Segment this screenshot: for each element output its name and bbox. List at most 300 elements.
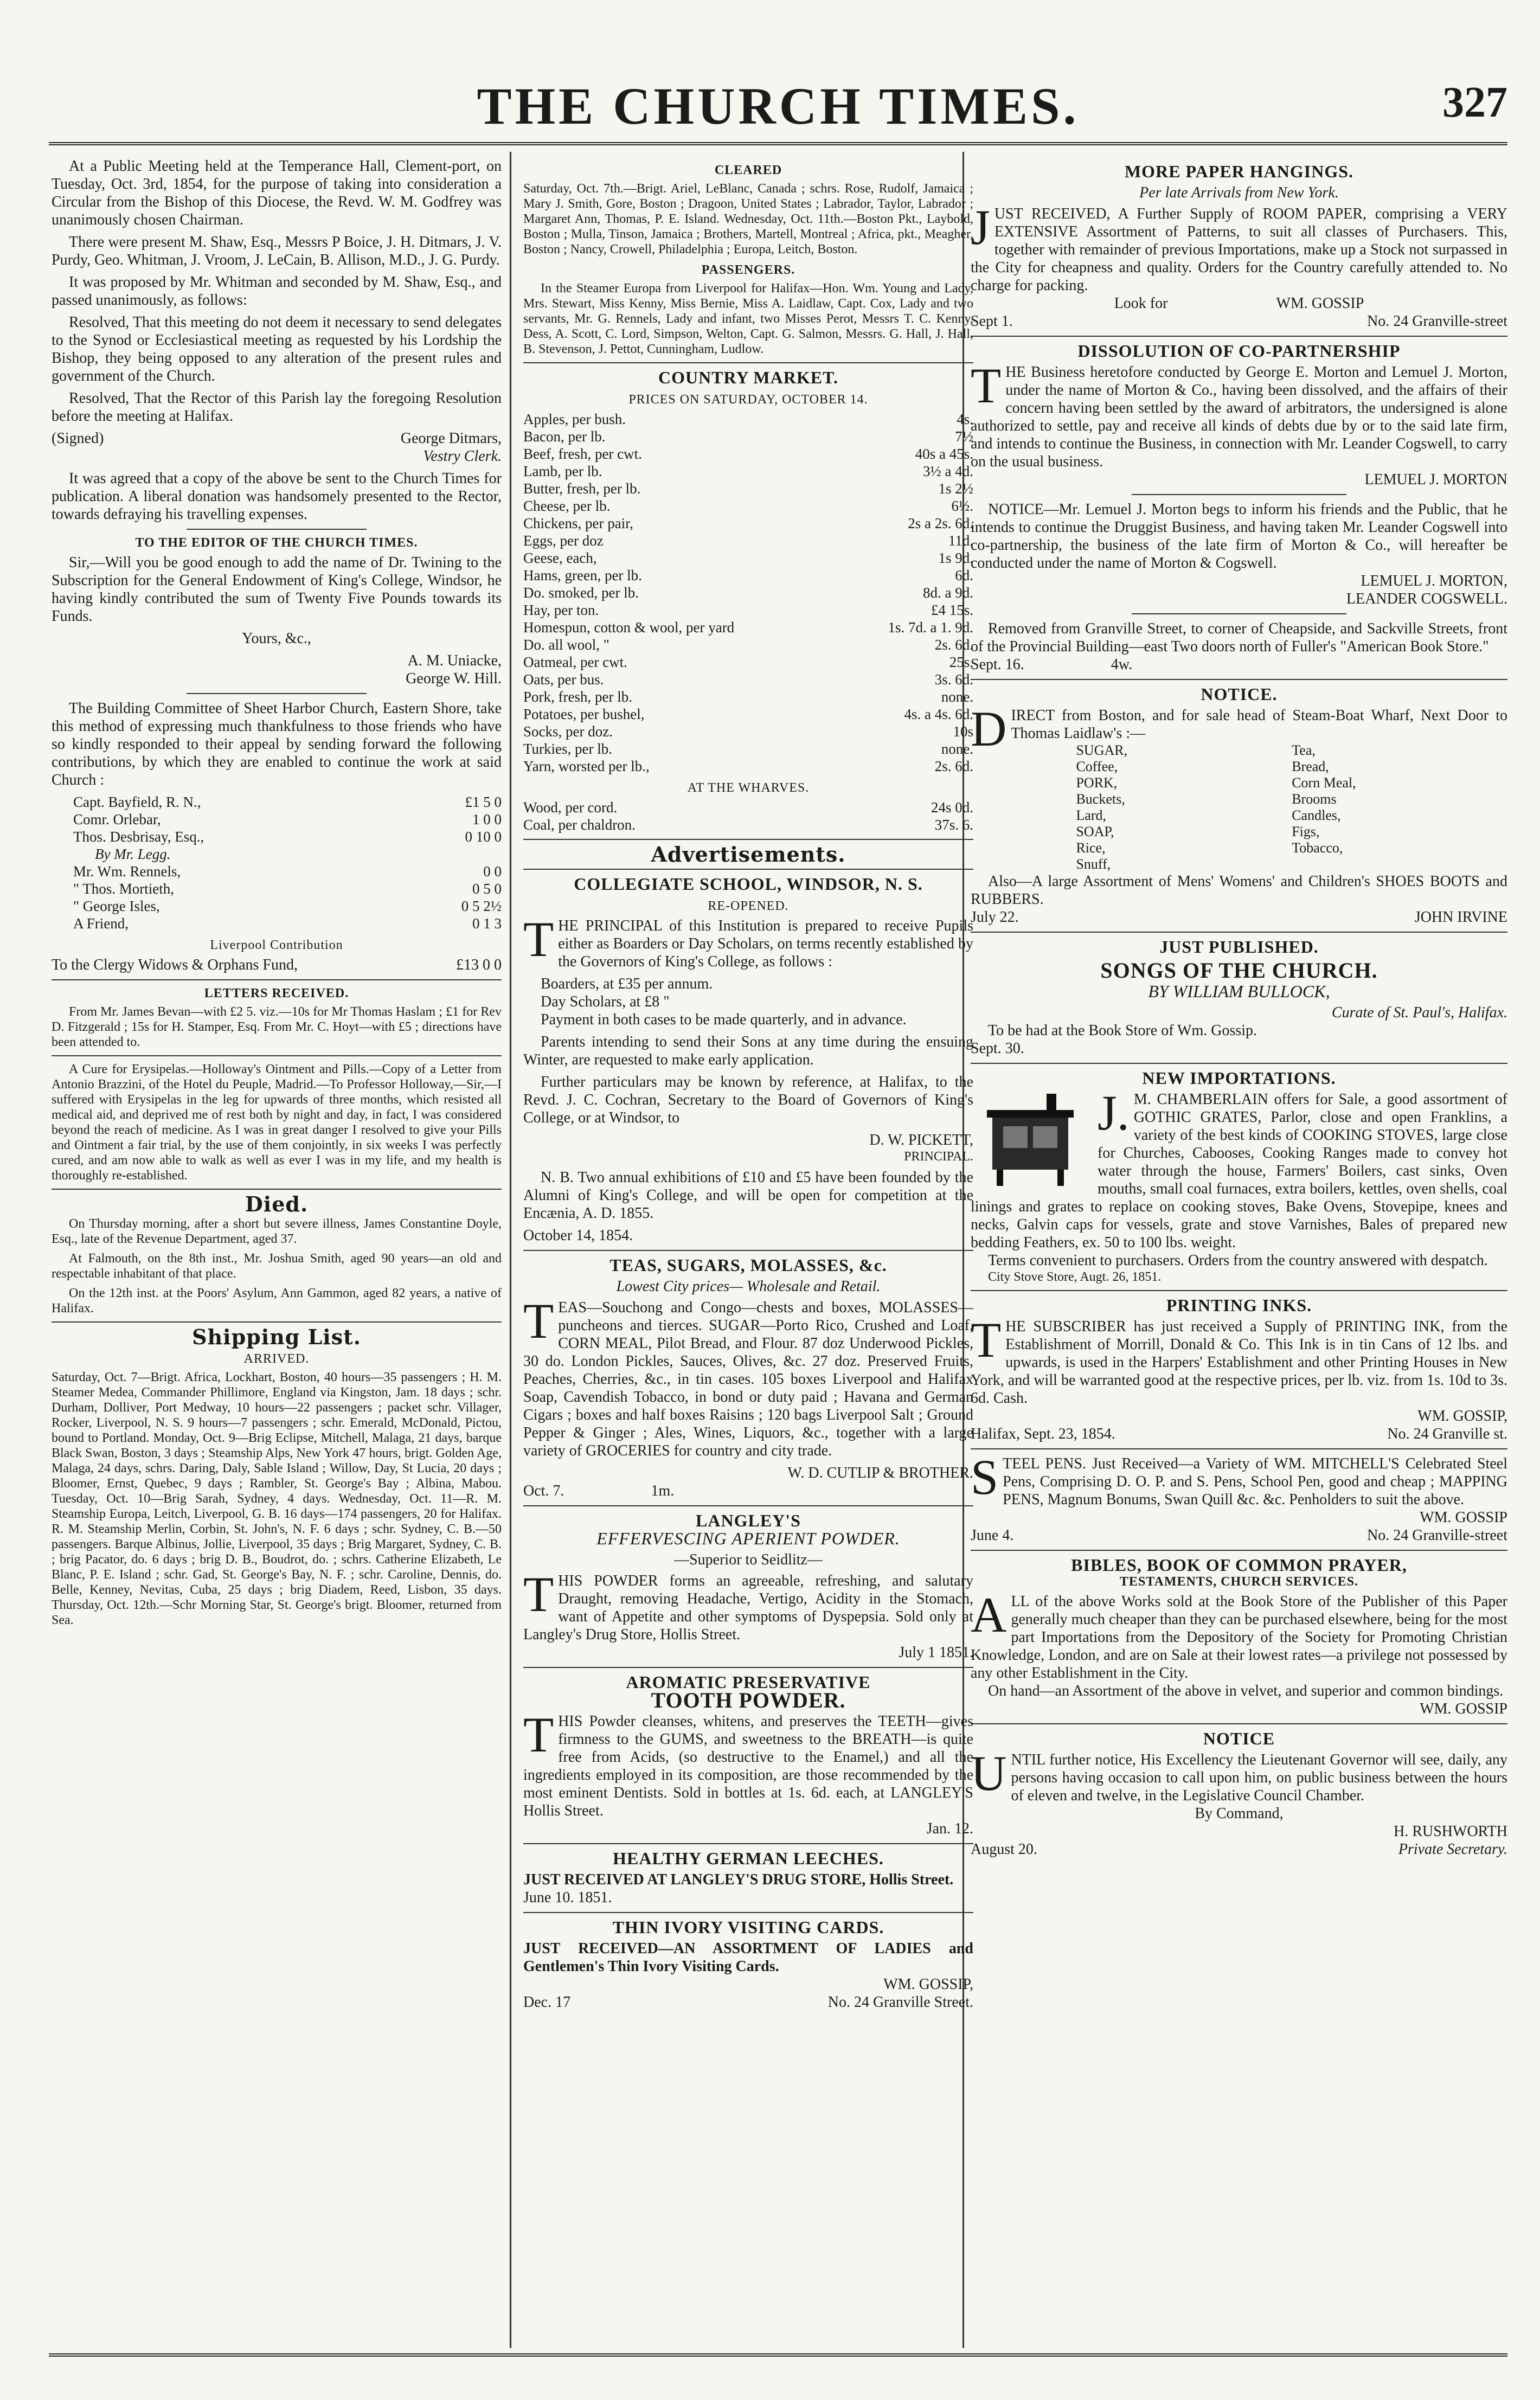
- table-row: [523, 584, 973, 601]
- tooth-date: Jan. 12.: [926, 1820, 973, 1837]
- cards-heading: THIN IVORY VISITING CARDS.: [612, 1917, 884, 1937]
- market-table: [523, 410, 973, 775]
- table-row: [52, 828, 502, 845]
- item-price: 2s a 2s. 6d.: [908, 515, 973, 531]
- table-row: [523, 601, 973, 619]
- divider: [971, 1550, 1507, 1551]
- item-price: none.: [941, 741, 973, 757]
- table-row: [523, 619, 973, 636]
- contributor: Comr. Orlebar,: [73, 811, 161, 827]
- item-name: Socks, per doz.: [523, 723, 613, 740]
- divider: [523, 1912, 973, 1913]
- editor-closing: Yours, &c.,: [242, 630, 311, 647]
- wharves-table: [523, 799, 973, 833]
- leeches-body: JUST RECEIVED AT LANGLEY'S DRUG STORE, Hollis Street.: [523, 1871, 954, 1888]
- editor-sig1: A. M. Uniacke,: [407, 652, 502, 669]
- item-price: 3s. 6d.: [934, 671, 973, 688]
- table-row: [523, 799, 973, 816]
- table-row: [523, 653, 973, 671]
- governor-notice: [971, 1730, 1507, 1858]
- table-row: [523, 480, 973, 497]
- item-name: Oatmeal, per cwt.: [523, 654, 627, 670]
- bibles-sig: WM. GOSSIP: [1420, 1700, 1507, 1717]
- collegiate-p5: Parents intending to send their Sons at any time during the ensuing Winter, are requested to make early application.: [523, 1034, 973, 1068]
- divider: [971, 1063, 1507, 1064]
- item-name: Potatoes, per bushel,: [523, 706, 645, 722]
- died-p3: On the 12th inst. at the Poors' Asylum, Ann Gammon, aged 82 years, a native of Halifax.: [52, 1286, 502, 1315]
- songs-author-title: Curate of St. Paul's, Halifax.: [1331, 1004, 1507, 1021]
- paper-hangings-advert: [971, 163, 1507, 330]
- divider: [523, 869, 973, 870]
- signer-title: Vestry Clerk.: [423, 448, 502, 465]
- goods-list: [1011, 742, 1507, 872]
- meeting-notice: [52, 157, 502, 523]
- notice2-sig: H. RUSHWORTH: [1394, 1823, 1507, 1840]
- teas-subheading: Lowest City prices— Wholesale and Retail.: [616, 1278, 881, 1295]
- building-committee: [52, 700, 502, 974]
- dissolution-sig1: LEMUEL J. MORTON,: [1361, 573, 1507, 589]
- dissolution-notice: NOTICE—Mr. Lemuel J. Morton begs to inform his friends and the Public, that he intends to continue the Druggist Business, and having taken Mr. Leander Cogswell into co-partnership, the business of the late firm of Morton & Co., will hereafter be conducted under the name of Morton & Cogswell.: [971, 501, 1507, 572]
- shipping-list: [52, 1325, 502, 1628]
- item-price: 2s. 6d.: [934, 637, 973, 653]
- dissolution-sig: LEMUEL J. MORTON: [1364, 471, 1507, 488]
- pens-address: No. 24 Granville-street: [1367, 1527, 1507, 1544]
- item-price: none.: [941, 689, 973, 705]
- list-item: Candles,: [1292, 807, 1341, 823]
- masthead-rule: [49, 142, 1507, 145]
- list-item: Corn Meal,: [1292, 775, 1356, 791]
- erysipelas-advert: A Cure for Erysipelas.—Holloway's Ointment and Pills.—Copy of a Letter from Antonio Brazzini, of the Hotel du Peuple, Madrid.—To Professor Holloway,—Sir,—I suffered with Erysipelas in the leg for upwards of three months, which resisted all medical aid, and deprived me of rest both by night and day, in fact, I was considered beyond the reach of medicine. As I was in great danger I resolved to give your Pills and Ointment a fair trial, by the use of them conjointly, in six weeks I was perfectly cured, and am now able to walk as well as ever I was in my life, and my health is thoroughly re-established.: [52, 1062, 502, 1183]
- amount: 1 0 0: [472, 811, 502, 827]
- stove-illustration: [971, 1094, 1090, 1191]
- collegiate-sig-title: PRINCIPAL.: [904, 1150, 973, 1164]
- list-item: Figs,: [1292, 824, 1320, 839]
- page-number: 327: [1442, 79, 1507, 126]
- notice1-sig: JOHN IRVINE: [1414, 909, 1507, 926]
- teas-advert: [523, 1256, 973, 1500]
- amount: [409, 845, 502, 863]
- contributor: " Thos. Mortieth,: [73, 881, 175, 897]
- item-name: Do. smoked, per lb.: [523, 585, 639, 601]
- list-item: Buckets,: [1076, 791, 1125, 807]
- stove-pipe: [1047, 1094, 1056, 1111]
- divider: [971, 1723, 1507, 1724]
- steel-pens-advert: [971, 1449, 1507, 1544]
- wharves-heading: AT THE WHARVES.: [687, 781, 810, 795]
- table-row: [52, 845, 502, 863]
- table-row: [523, 532, 973, 549]
- songs-date: Sept. 30.: [971, 1040, 1024, 1057]
- table-row: [523, 549, 973, 567]
- table-row: [523, 758, 973, 775]
- inks-date: Halifax, Sept. 23, 1854.: [971, 1426, 1115, 1442]
- langley-body: THIS POWDER forms an agreeable, refreshing, and salutary Draught, removing Headache, Vertigo, Acidity in the Stomach, want of Appetite and other symptoms of Dyspepsia. Sold only at Langley's Drug Store, Hollis Street.: [523, 1567, 973, 1643]
- stove-door-right: [1033, 1126, 1057, 1148]
- songs-heading: JUST PUBLISHED.: [1159, 937, 1319, 957]
- table-row: [523, 515, 973, 532]
- meeting-p1: At a Public Meeting held at the Temperance Hall, Clement-port, on Tuesday, Oct. 3rd, 1854, for the purpose of taking into consideration a Circular from the Bishop of this Diocese, the Revd. W. M. Godfrey was unanimously chosen Chairman.: [52, 158, 502, 228]
- divider: [971, 932, 1507, 933]
- item-price: £4 15s.: [931, 602, 973, 618]
- divider: [52, 1055, 502, 1056]
- notice1-heading: NOTICE.: [1201, 684, 1278, 704]
- divider: [971, 1290, 1507, 1291]
- item-price: 6d.: [955, 567, 973, 583]
- notice2-sig-title: Private Secretary.: [1398, 1841, 1507, 1858]
- pens-sig: WM. GOSSIP: [1420, 1509, 1507, 1526]
- column-1: [52, 157, 502, 2348]
- inks-address: No. 24 Granville st.: [1387, 1426, 1507, 1442]
- stove-leg: [1057, 1170, 1064, 1186]
- paper-look: [971, 294, 1507, 312]
- market-heading: COUNTRY MARKET.: [658, 368, 839, 387]
- dissolution-removed: Removed from Granville Street, to corner of Cheapside, and Sackville Streets, front of the Provincial Building—east Two doors north of Fuller's "American Book Store.": [971, 620, 1507, 655]
- songs-author: BY WILLIAM BULLOCK,: [1148, 981, 1330, 1001]
- teas-sig: W. D. CUTLIP & BROTHER.: [787, 1465, 973, 1481]
- meeting-p6: It was agreed that a copy of the above be sent to the Church Times for publication. A liberal donation was handsomely presented to the Rector, towards defraying his travelling expenses.: [52, 470, 502, 523]
- item-name: Hay, per ton.: [523, 602, 599, 618]
- table-row: [523, 463, 973, 480]
- teas-body: TEAS—Souchong and Congo—chests and boxes, MOLASSES—puncheons and tierces. SUGAR—Porto Rico, Crushed and Loaf, CORN MEAL, Pilot Bread, and Flour. 87 doz Underwood Pickles, 30 do. London Pickles, Sauces, Olives, &c. 27 doz. Preserved Fruits, Peaches, Cherries, &c., in tin cases. 105 boxes Liverpool and Halifax Soap, Cavendish Tobacco, in bond or duty paid ; Havana and German Cigars ; boxes and half boxes Raisins ; 120 bags Liverpool Salt ; Ground Pepper & Ginger ; Ales, Wines, Liquors, &c., together with a large variety of GROCERIES for country and city trade.: [523, 1293, 973, 1459]
- paper-footer: [971, 312, 1507, 330]
- item-name: Oats, per bus.: [523, 671, 604, 688]
- signer-name: George Ditmars,: [400, 430, 502, 447]
- cleared-body: Saturday, Oct. 7th.—Brigt. Ariel, LeBlanc, Canada ; schrs. Rose, Rudolf, Jamaica ; Mary J. Smith, Gore, Boston ; Dragoon, United States ; Labrador, Taylor, Labrador ; Margaret Ann, Thomas, P. E. Island. Wednesday, Oct. 11th.—Boston Pkt., Laybold, Boston ; Mulla, Tinson, Jamaica ; Brothers, Martell, Montreal ; Africa, pkt., Meagher, Boston ; Nancy, Crowell, Philadelphia ; Europa, Leitch, Boston.: [523, 182, 973, 256]
- printing-inks-advert: [971, 1297, 1507, 1443]
- divider: [523, 1843, 973, 1844]
- teas-duration: 1m.: [651, 1483, 675, 1499]
- divider: [971, 1448, 1507, 1449]
- passengers-section: [523, 262, 973, 357]
- list-item: Rice,: [1076, 840, 1106, 856]
- notice2-by: By Command,: [1195, 1805, 1284, 1822]
- divider: [523, 839, 973, 840]
- newspaper-title: THE CHURCH TIMES.: [477, 77, 1080, 135]
- inks-sig: WM. GOSSIP,: [1417, 1408, 1507, 1424]
- amount: 0 10 0: [465, 829, 502, 845]
- cards-advert: [523, 1918, 973, 2011]
- langley-date: July 1 1851.: [899, 1644, 973, 1661]
- item-name: Homespun, cotton & wool, per yard: [523, 619, 735, 636]
- item-price: 1s 9d.: [938, 550, 973, 566]
- leeches-date: June 10. 1851.: [523, 1889, 612, 1906]
- editor-body: Sir,—Will you be good enough to add the name of Dr. Twining to the Subscription for the General Endowment of King's College, Windsor, he having kindly contributed the sum of Twenty Five Pounds towards its Funds.: [52, 554, 502, 625]
- divider: [971, 336, 1507, 337]
- imports-heading: NEW IMPORTATIONS.: [1142, 1068, 1336, 1088]
- table-row: [523, 410, 973, 428]
- item-price: 10s: [953, 723, 973, 740]
- item-name: Wood, per cord.: [523, 799, 618, 816]
- masthead: [49, 76, 1507, 141]
- dissolution-duration: 4w.: [1111, 656, 1133, 673]
- divider: [523, 1250, 973, 1251]
- tooth-advert: [523, 1673, 973, 1838]
- item-price: 1s 2½: [938, 480, 973, 497]
- table-row: [523, 723, 973, 740]
- dissolution-date: Sept. 16.: [971, 656, 1024, 673]
- collegiate-heading: COLLEGIATE SCHOOL, WINDSOR, N. S.: [574, 874, 923, 894]
- item-name: Apples, per bush.: [523, 411, 626, 427]
- meeting-p5: Resolved, That the Rector of this Parish lay the foregoing Resolution before the meeting at Halifax.: [52, 390, 502, 425]
- item-price: 11d.: [948, 532, 973, 549]
- item-name: Bacon, per lb.: [523, 428, 606, 445]
- item-price: 7½: [955, 428, 973, 445]
- item-name: Do. all wool, ": [523, 637, 609, 653]
- meeting-p3: It was proposed by Mr. Whitman and seconded by M. Shaw, Esq., and passed unanimously, as follows:: [52, 274, 502, 309]
- divider: [52, 979, 502, 980]
- importations-advert: [971, 1069, 1507, 1285]
- teas-date: Oct. 7.: [523, 1483, 564, 1499]
- tooth-heading2: TOOTH POWDER.: [651, 1688, 846, 1712]
- item-price: 25s.: [949, 654, 973, 670]
- item-price: 1s. 7d. a 1. 9d.: [888, 619, 973, 636]
- dissolution-body: THE Business heretofore conducted by George E. Morton and Lemuel J. Morton, under the name of Morton & Co., having been dissolved, and the affairs of their concern having been settled by the award of arbitrators, the undersigned is alone authorized to settle, pay and receive all kinds of debts due by or to the said late firm, and intends to continue the Business, in connection with Mr. Leander Cogswell, to carry on the usual business.: [971, 358, 1507, 470]
- collegiate-sig: D. W. PICKETT,: [869, 1132, 973, 1148]
- paper-body: JUST RECEIVED, A Further Supply of ROOM PAPER, comprising a VERY EXTENSIVE Assortment of Patterns, to suit all classes of Purchasers. This, together with remainder of previous Importations, make up a Stock not surpassed in the City for cheapness and quality. Orders for the Country carefully attended to. No charge for packing.: [971, 200, 1507, 294]
- item-name: Chickens, per pair,: [523, 515, 633, 531]
- item-name: Coal, per chaldron.: [523, 817, 636, 833]
- list-item: [1292, 856, 1507, 872]
- songs-title: SONGS OF THE CHURCH.: [1100, 958, 1378, 983]
- amount: 0 0: [483, 863, 502, 880]
- table-row: [523, 567, 973, 584]
- list-item: Tobacco,: [1292, 840, 1343, 856]
- cards-body: JUST RECEIVED—AN ASSORTMENT OF LADIES and Gentlemen's Thin Ivory Visiting Cards.: [523, 1940, 973, 1975]
- contributor: By Mr. Legg.: [95, 846, 171, 862]
- table-row: [523, 740, 973, 758]
- contributions-table: [52, 793, 502, 932]
- list-item: Snuff,: [1076, 856, 1111, 872]
- item-price: 8d. a 9d.: [923, 585, 973, 601]
- divider: [523, 362, 973, 363]
- paper-sig: WM. GOSSIP: [1276, 295, 1364, 312]
- divider: [523, 1667, 973, 1668]
- meeting-signature: [52, 429, 502, 447]
- divider: [971, 679, 1507, 680]
- notice1-footer: [971, 908, 1507, 926]
- liverpool-heading: Liverpool Contribution: [210, 938, 343, 952]
- notice1-also: Also—A large Assortment of Mens' Womens' and Children's SHOES BOOTS and RUBBERS.: [971, 873, 1507, 908]
- country-market: [523, 369, 973, 833]
- paper-address: No. 24 Granville-street: [1367, 313, 1507, 330]
- died-heading: Died.: [245, 1192, 309, 1216]
- letters-body: From Mr. James Bevan—with £2 5. viz.—10s for Mr Thomas Haslam ; £1 for Rev D. Fitzgerald ; 15s for H. Stamper, Esq. From Mr. C. Hoyt—with £5 ; directions have been attended to.: [52, 1005, 502, 1049]
- divider: [52, 1321, 502, 1323]
- imports-footer: City Stove Store, Augt. 26, 1851.: [988, 1270, 1162, 1284]
- notice2-date: August 20.: [971, 1841, 1037, 1858]
- list-item: SOAP,: [1076, 824, 1114, 839]
- table-row: [523, 688, 973, 705]
- dissolution-sig2: LEANDER COGSWELL.: [1346, 591, 1507, 607]
- langley-advert: [523, 1512, 973, 1661]
- passengers-body: In the Steamer Europa from Liverpool for Halifax—Hon. Wm. Young and Lady, Mrs. Stewart, Miss Kenny, Miss Bernie, Miss A. Laidlaw, Capt. Cox, Lady and two servants, Mr. G. Rennels, Lady and infant, two Misses Perot, Messrs T. C. Kenny, Dess, A. Scott, C. Lord, Simpson, Welton, Capt. G. Salmon, Messrs. G. Hall, J. Hall, B. Stevenson, J. Pettot, Cunningham, Ludlow.: [523, 281, 973, 356]
- table-row: [52, 915, 502, 932]
- inks-heading: PRINTING INKS.: [1166, 1295, 1312, 1315]
- cards-date: Dec. 17: [523, 1994, 571, 2011]
- item-name: Hams, green, per lb.: [523, 567, 642, 583]
- editor-sig2: George W. Hill.: [406, 670, 502, 687]
- langley-heading2: EFFERVESCING APERIENT POWDER.: [596, 1529, 900, 1548]
- collegiate-p4: Payment in both cases to be made quarterly, and in advance.: [541, 1011, 907, 1028]
- item-name: Eggs, per doz: [523, 532, 604, 549]
- table-row: [523, 705, 973, 723]
- table-row: [523, 497, 973, 515]
- divider: [52, 1189, 502, 1190]
- list-item: Coffee,: [1076, 759, 1118, 774]
- passengers-heading: PASSENGERS.: [701, 263, 795, 277]
- item-price: 37s. 6.: [934, 817, 973, 833]
- item-name: Butter, fresh, per lb.: [523, 480, 641, 497]
- cleared-section: [523, 163, 973, 257]
- divider: [187, 693, 367, 694]
- collegiate-date: October 14, 1854.: [523, 1227, 633, 1244]
- notice2-heading: NOTICE: [1203, 1729, 1275, 1748]
- column-2: [523, 157, 973, 2348]
- stove-top: [987, 1110, 1074, 1118]
- footer-rule: [49, 2353, 1507, 2357]
- cards-sig: WM. GOSSIP,: [883, 1976, 973, 1993]
- pens-footer: [971, 1526, 1507, 1544]
- amount: 0 5 0: [472, 881, 502, 897]
- collegiate-advert: [523, 875, 973, 1244]
- bibles-hand: On hand—an Assortment of the above in velvet, and superior and common bindings.: [988, 1683, 1504, 1699]
- advertisements-heading: Advertisements.: [651, 842, 846, 867]
- table-row: [523, 671, 973, 688]
- editor-letter: [52, 535, 502, 688]
- songs-body: To be had at the Book Store of Wm. Gossip.: [988, 1022, 1257, 1039]
- arrived-heading: ARRIVED.: [243, 1352, 310, 1366]
- item-price: 4s. a 4s. 6d.: [904, 706, 973, 722]
- list-item: Lard,: [1076, 807, 1107, 823]
- amount: £1 5 0: [465, 794, 502, 810]
- inks-footer: [971, 1425, 1507, 1443]
- shipping-heading: Shipping List.: [192, 1325, 361, 1349]
- table-row: [523, 636, 973, 653]
- teas-footer: [523, 1482, 973, 1500]
- leeches-advert: [523, 1850, 973, 1907]
- imports-terms: Terms convenient to purchasers. Orders from the country answered with despatch.: [988, 1252, 1488, 1269]
- dissolution-advert: [971, 342, 1507, 673]
- meeting-p4: Resolved, That this meeting do not deem it necessary to send delegates to the Synod or Ecclesiastical meeting as requested by his Lordship the Bishop, they being opposed to any alteration of the present rules and government of the Church.: [52, 314, 502, 384]
- shipping-body: Saturday, Oct. 7—Brigt. Africa, Lockhart, Boston, 40 hours—35 passengers ; H. M. Steamer Medea, Commander Phillimore, England via Kingston, Jam. 18 days ; schr. Durham, Dolliver, Port Medway, 10 hours—22 passengers ; packet schr. Villager, Rocker, Liverpool, N. S. 9 hours—7 passengers ; schr. Emerald, McDonald, Pictou, bound to Portland. Monday, Oct. 9—Brig Eclipse, Mitchell, Malaga, 21 days, barque Black Swan, Boston, 3 days ; Steamship Alps, New York 47 hours, brigt. Golden Age, Malaga, 24 days, schrs. Daring, Daly, Sable Island ; Willow, Day, St Lucia, 20 days ; Bloomer, Ernst, Quebec, 9 days ; Rambler, St. George's Bay ; Albina, Mabou. Tuesday, Oct. 10—Brig Sarah, Sydney, 4 days. Wednesday, Oct. 11—R. M. Steamship Europa, Leitch, Liverpool, G. B. 16 days—174 passengers, 20 for Halifax. R. M. Steamship Merlin, Corbin, St. John's, N. F. 6 days ; schr. Sydney, C. B.—50 passengers. Barque Albinus, Jollie, Liverpool, 35 days ; Brig Margaret, Sydney, C. B. ; brig Pacator, do. 6 days ; brig D. B., Boudrot, do. ; schrs. Catherine Elizabeth, Le Blanc, P. E. Island ; schr. Gad, St. George's Bay, N. F. ; schr. Caroline, Dennis, do. Belle, Kenney, Nevitas, Cuba, 25 days ; brig Diadem, Reed, Lisbon, 35 days. Thursday, Oct. 12th.—Schr Morning Star, St. George's brigt. Bloomer, returned from Sea.: [52, 1370, 502, 1627]
- leeches-heading: HEALTHY GERMAN LEECHES.: [613, 1849, 884, 1868]
- table-row: [523, 816, 973, 833]
- item-price: 6½.: [951, 498, 973, 514]
- paper-subheading: Per late Arrivals from New York.: [1139, 184, 1339, 201]
- dissolution-heading: DISSOLUTION OF CO-PARTNERSHIP: [1077, 341, 1401, 361]
- editor-heading: TO THE EDITOR OF THE CHURCH TIMES.: [135, 536, 418, 550]
- tooth-body: THIS Powder cleanses, whitens, and preserves the TEETH—gives firmness to the GUMS, and sweetness to the BREATH—is quite free from Acids, (so destructive to the Enamel,) and all the ingredients employed in its composition, are those recommended by the most eminent Dentists. Sold in bottles at 1s. 6d. each, at LANGLEY'S Hollis Street.: [523, 1707, 973, 1819]
- column-3: [971, 157, 1507, 2348]
- paper-look-for: Look for: [1114, 295, 1168, 312]
- notice1-date: July 22.: [971, 909, 1019, 926]
- table-row: [52, 880, 502, 897]
- collegiate-subheading: RE-OPENED.: [708, 899, 789, 913]
- item-name: Cheese, per lb.: [523, 498, 611, 514]
- notice2-body: UNTIL further notice, His Excellency the Lieutenant Governor will see, daily, any persons having occasion to call upon him, on public business between the hours of eleven and twelve, in the Legislative Council Chamber.: [971, 1746, 1507, 1804]
- langley-subheading: —Superior to Seidlitz—: [674, 1551, 823, 1568]
- bibles-heading2: TESTAMENTS, CHURCH SERVICES.: [1119, 1575, 1359, 1589]
- langley-heading1: LANGLEY'S: [696, 1511, 801, 1530]
- item-price: 2s. 6d.: [934, 758, 973, 774]
- died-p2: At Falmouth, on the 8th inst., Mr. Joshua Smith, aged 90 years—an old and respectable inhabitant of that place.: [52, 1252, 502, 1281]
- item-price: 3½ a 4d.: [923, 463, 973, 479]
- paper-heading: MORE PAPER HANGINGS.: [1124, 162, 1354, 181]
- collegiate-p7: N. B. Two annual exhibitions of £10 and £5 have been founded by the Alumni of King's College, and will be open for competition at the Encænia, A. D. 1855.: [523, 1169, 973, 1222]
- item-price: 24s 0d.: [931, 799, 973, 816]
- died-p1: On Thursday morning, after a short but severe illness, James Constantine Doyle, Esq., late of the Revenue Department, aged 37.: [52, 1217, 502, 1246]
- liverpool-fund: To the Clergy Widows & Orphans Fund,: [52, 957, 298, 973]
- irvine-notice: [971, 685, 1507, 926]
- inks-body: THE SUBSCRIBER has just received a Supply of PRINTING INK, from the Establishment of Morrill, Donald & Co. This Ink is in tin Cans of 12 lbs. and upwards, is used in the Harpers' Establishment and other Printing Houses in New York, and will be warranted good at the respective prices, per lb. viz. from 1s. 10d to 3s. 6d. Cash.: [971, 1312, 1507, 1407]
- collegiate-p3: Day Scholars, at £8 ": [541, 993, 670, 1010]
- stove-leg: [997, 1170, 1003, 1186]
- pens-body: STEEL PENS. Just Received—a Variety of WM. MITCHELL'S Celebrated Steel Pens, Comprising D. O. P. and S. Pens, School Pen, good and cheap ; MAPPING PENS, Magnum Bonums, Swan Quill &c. &c. Penholders to suit the above.: [971, 1449, 1507, 1508]
- dissolution-footer: [971, 656, 1507, 673]
- item-name: Beef, fresh, per cwt.: [523, 446, 642, 462]
- signed-label: (Signed): [52, 430, 104, 447]
- item-name: Geese, each,: [523, 550, 597, 566]
- collegiate-p6: Further particulars may be known by reference, at Halifax, to the Revd. J. C. Cochran, Secretary to the Board of Governors of King's College, or at Windsor, to: [523, 1074, 973, 1126]
- table-row: [52, 863, 502, 880]
- stove-door-left: [1003, 1126, 1028, 1148]
- songs-advert: [971, 938, 1507, 1057]
- list-item: Brooms: [1292, 791, 1337, 807]
- bibles-body: ALL of the above Works sold at the Book Store of the Publisher of this Paper generally much cheaper than they can be purchased elsewhere, being for the most part Importations from the Depository of the Society for Promoting Christian Knowledge, London, and are on Sale at their lowest rates—a privilege not possessed by any other Establishment in the City.: [971, 1587, 1507, 1682]
- contributor: Capt. Bayfield, R. N.,: [73, 794, 201, 810]
- contributor: Thos. Desbrisay, Esq.,: [73, 829, 204, 845]
- table-row: [52, 811, 502, 828]
- paper-date: Sept 1.: [971, 313, 1013, 330]
- item-name: Yarn, worsted per lb.,: [523, 758, 650, 774]
- divider: [523, 1505, 973, 1506]
- divider: [1132, 613, 1346, 614]
- list-item: SUGAR,: [1076, 742, 1128, 758]
- liverpool-line: [52, 956, 502, 974]
- item-price: 4s.: [957, 411, 973, 427]
- collegiate-p1: THE PRINCIPAL of this Institution is prepared to receive Pupils either as Boarders or Day Scholars, on terms recently established by the Governors of King's College, as follows :: [523, 912, 973, 970]
- letters-received: [52, 986, 502, 1050]
- pens-date: June 4.: [971, 1527, 1014, 1544]
- contributor: " George Isles,: [73, 898, 160, 914]
- imports-body: J.M. CHAMBERLAIN offers for Sale, a good assortment of GOTHIC GRATES, Parlor, close and open Franklins, a variety of the best kinds of COOKING STOVES, large close for Churches, Cabooses, Cooking Ranges made to convey hot water through the house, Farmers' Boilers, cast sinks, Oven mouths, small coal furnaces, extra boilers, kettles, oven shells, coal linings and grates to replace on cooking stoves, Bake Ovens, Stovepipe, knees and necks, Galvin caps for vessels, grate and stove Varnishes, Bales of prepared new bedding Feathers, ex. 50 to 100 lbs. weight.: [971, 1085, 1507, 1251]
- letters-heading: LETTERS RECEIVED.: [204, 986, 349, 1000]
- contributor: A Friend,: [73, 915, 129, 932]
- died-section: [52, 1192, 502, 1316]
- cleared-heading: CLEARED: [714, 163, 782, 177]
- list-item: Tea,: [1292, 742, 1316, 758]
- item-price: 40s a 45s.: [915, 446, 973, 462]
- cards-address: No. 24 Granville Street.: [827, 1994, 973, 2011]
- item-name: Pork, fresh, per lb.: [523, 689, 632, 705]
- liverpool-amount: £13 0 0: [456, 957, 502, 973]
- table-row: [523, 445, 973, 463]
- bibles-advert: [971, 1556, 1507, 1718]
- divider: [187, 529, 367, 530]
- item-name: Lamb, per lb.: [523, 463, 602, 479]
- cards-footer: [523, 1993, 973, 2011]
- list-item: PORK,: [1076, 775, 1118, 791]
- table-row: [52, 793, 502, 811]
- item-name: Turkies, per lb.: [523, 741, 613, 757]
- column-divider: [510, 152, 511, 2348]
- bibles-heading: BIBLES, BOOK OF COMMON PRAYER,: [1071, 1555, 1407, 1575]
- market-subheading: PRICES ON SATURDAY, OCTOBER 14.: [628, 393, 868, 407]
- divider: [1132, 494, 1346, 495]
- amount: 0 1 3: [472, 915, 502, 932]
- building-body: The Building Committee of Sheet Harbor Church, Eastern Shore, take this method of expressing much thankfulness to those friends who have so kindly responded to their appeal by sending forward the following contributions, by which they are enabled to continue the work at said Church :: [52, 700, 502, 788]
- notice2-footer: [971, 1840, 1507, 1858]
